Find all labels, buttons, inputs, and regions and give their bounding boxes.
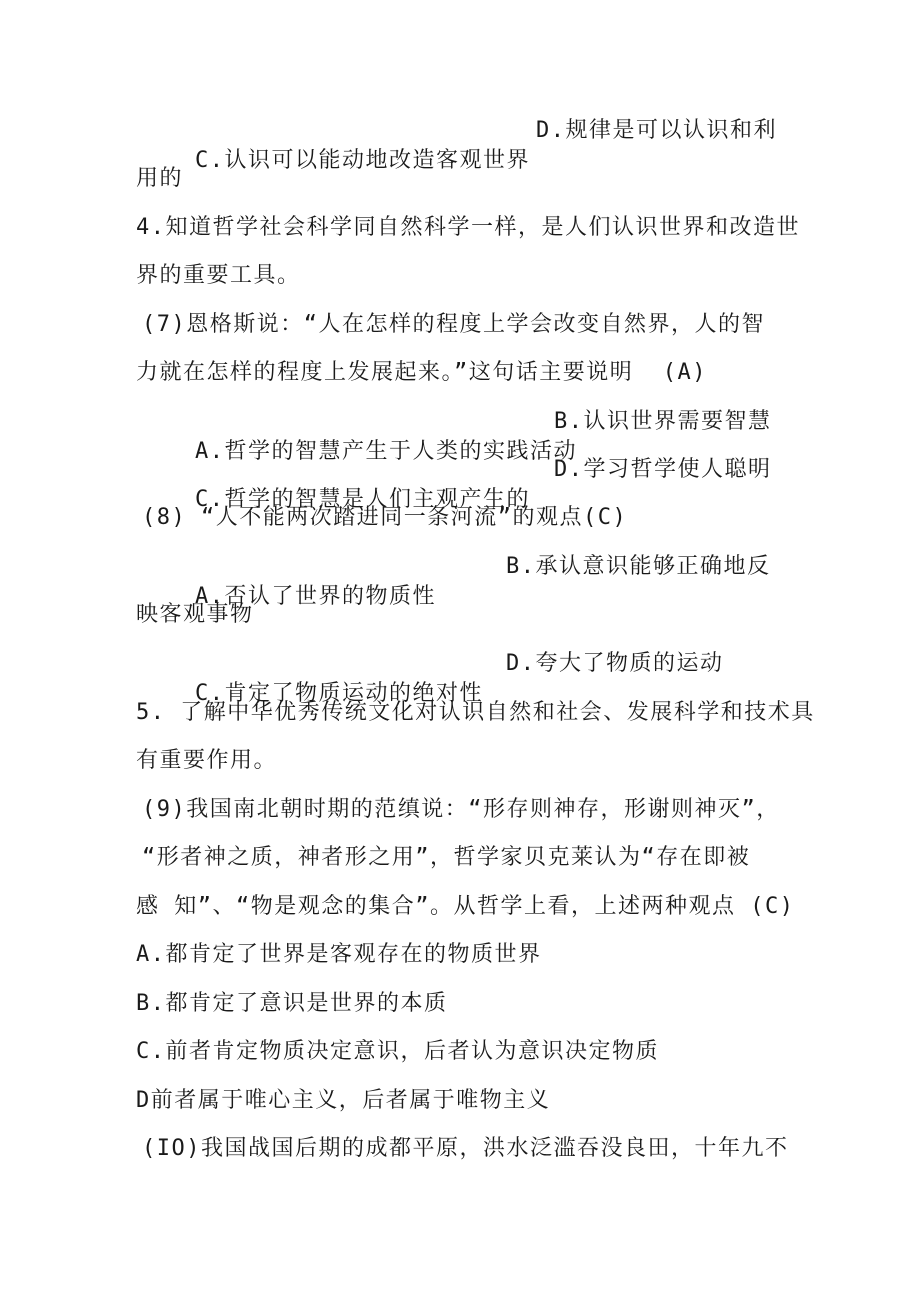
option-c-text: C.认识可以能动地改造客观世界: [194, 148, 530, 173]
q7-option-d: D.学习哲学使人聪明: [554, 457, 772, 482]
q7-option-c: C.哲学的智慧是人们主观产生的: [194, 487, 530, 512]
section-5-heading: 5. 了解中华优秀传统文化对认识自然和社会、发展科学和技术具: [136, 700, 815, 725]
q7-option-b: B.认识世界需要智慧: [554, 409, 772, 434]
q8-option-b: B.承认意识能够正确地反: [506, 554, 771, 579]
q9-option-b: B.都肯定了意识是世界的本质: [136, 991, 448, 1016]
q8-option-b-continuation: 映客观事物: [136, 602, 254, 627]
section-4-heading: 4.知道哲学社会科学同自然科学一样，是人们认识世界和改造世: [136, 215, 800, 240]
question-9-stem: (9)我国南北朝时期的范缜说：“形存则神存，形谢则神灭”，: [142, 797, 780, 822]
question-9-stem-line-3: 感 知”、“物是观念的集合”。从哲学上看，上述两种观点 (C): [136, 894, 795, 919]
q8-option-d: D.夸大了物质的运动: [506, 651, 724, 676]
option-d-text: D.规律是可以认识和利: [536, 118, 777, 143]
section-5-heading-continuation: 有重要作用。: [136, 748, 278, 773]
question-8-stem: (8) “人不能两次踏进同一条河流”的观点(C): [142, 505, 628, 530]
q9-option-a: A.都肯定了世界是客观存在的物质世界: [136, 942, 542, 967]
option-d-continuation: 用的: [136, 166, 184, 191]
q9-option-d: D前者属于唯心主义，后者属于唯物主义: [136, 1088, 551, 1113]
q9-option-c: C.前者肯定物质决定意识，后者认为意识决定物质: [136, 1039, 659, 1064]
question-7-stem-continuation: 力就在怎样的程度上发展起来。”这句话主要说明 (A): [136, 360, 707, 385]
section-4-heading-continuation: 界的重要工具。: [136, 263, 301, 288]
q8-option-a: A.否认了世界的物质性: [194, 584, 436, 609]
question-7-stem: (7)恩格斯说：“人在怎样的程度上学会改变自然界，人的智: [142, 312, 765, 337]
q8-option-c: C.肯定了物质运动的绝对性: [194, 681, 483, 706]
question-10-stem: (IO)我国战国后期的成都平原，洪水泛滥吞没良田，十年九不: [142, 1136, 789, 1161]
q7-option-a: A.哲学的智慧产生于人类的实践活动: [194, 439, 577, 464]
question-9-stem-line-2: “形者神之质，神者形之用”，哲学家贝克莱认为“存在即被: [142, 845, 751, 870]
